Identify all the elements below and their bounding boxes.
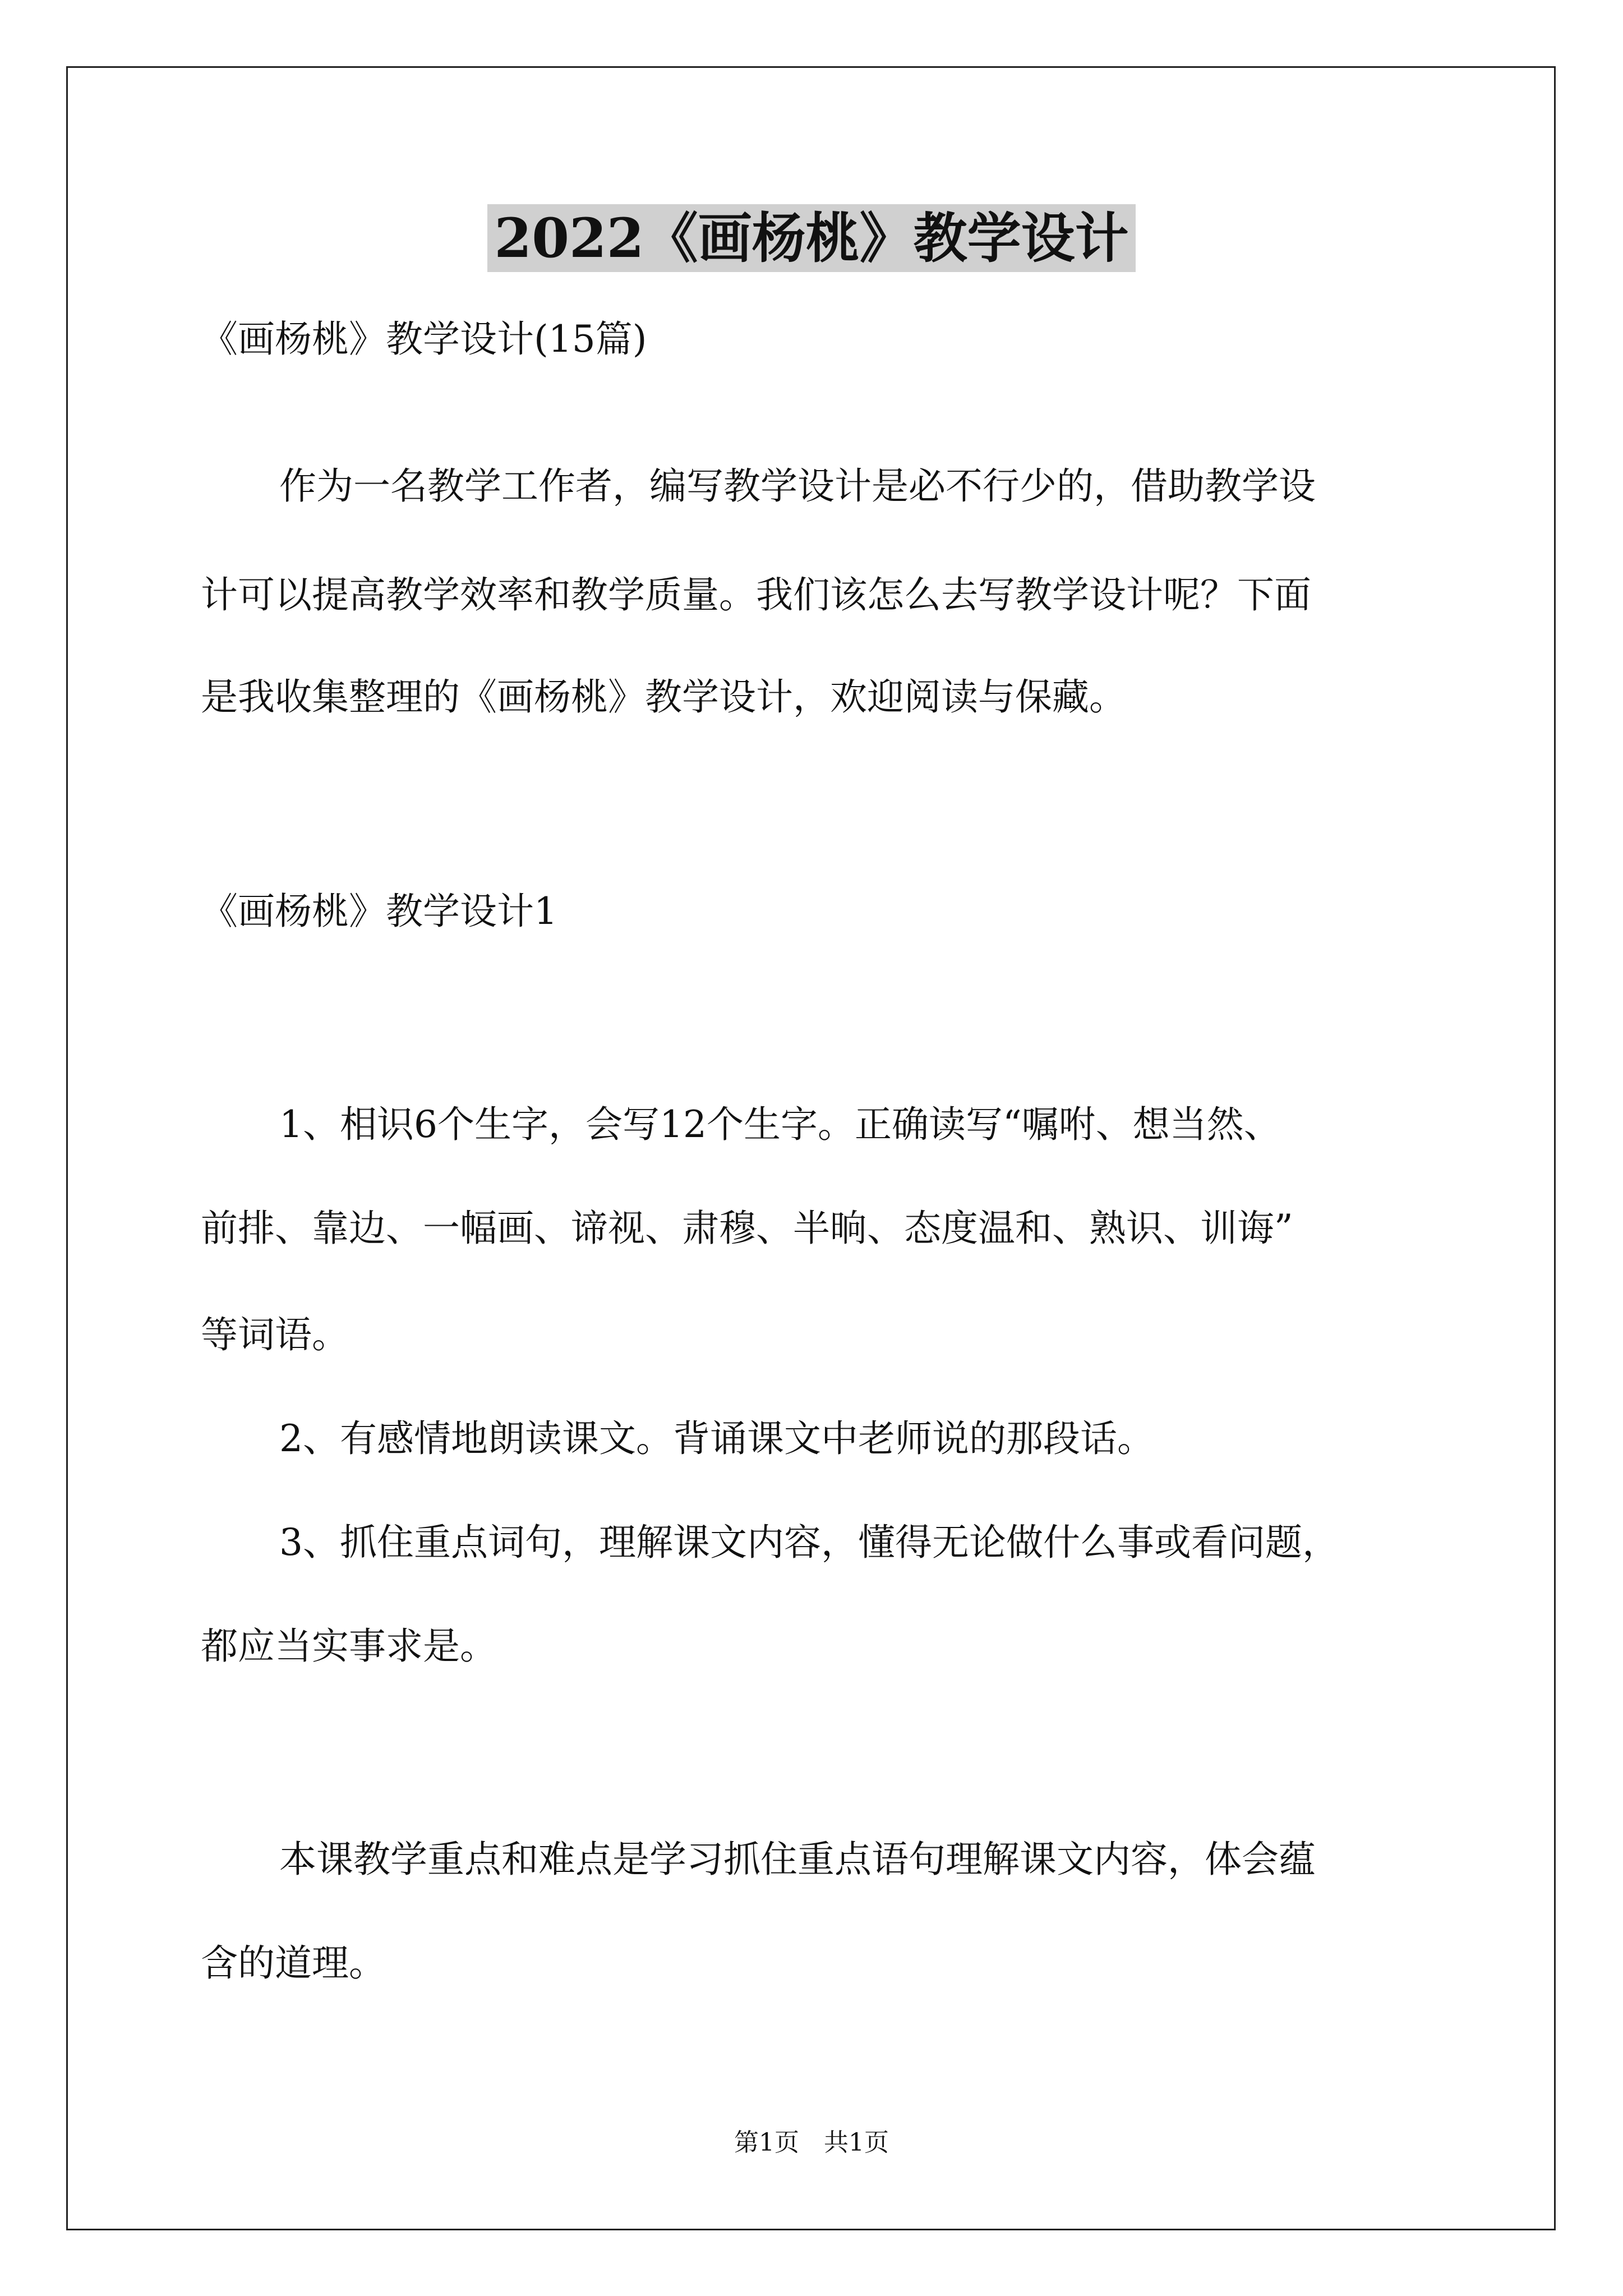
objective-line: 都应当实事求是。 [201, 1625, 497, 1668]
objective-line: 1、相识6个生字，会写12个生字。正确读写“嘱咐、想当然、 [279, 1103, 1281, 1146]
document-title-text: 2022《画杨桃》教学设计 [487, 204, 1135, 272]
objective-line: 前排、靠边、一幅画、谛视、肃穆、半晌、态度温和、熟识、训诲” [201, 1207, 1293, 1250]
section-heading: 《画杨桃》教学设计1 [201, 890, 557, 933]
objective-line: 等词语。 [201, 1313, 349, 1356]
intro-line: 是我收集整理的《画杨桃》教学设计，欢迎阅读与保藏。 [201, 675, 1126, 719]
focus-line: 含的道理。 [201, 1941, 386, 1985]
document-subtitle: 《画杨桃》教学设计(15篇) [201, 318, 647, 361]
intro-line: 计可以提高教学效率和教学质量。我们该怎么去写教学设计呢？下面 [201, 573, 1311, 616]
focus-line: 本课教学重点和难点是学习抓住重点语句理解课文内容，体会蕴 [279, 1838, 1316, 1881]
objective-line: 3、抓住重点词句，理解课文内容，懂得无论做什么事或看问题， [279, 1521, 1339, 1564]
page-footer: 第1页 共1页 [734, 2128, 889, 2157]
document-title [0, 202, 1623, 275]
objective-line: 2、有感情地朗读课文。背诵课文中老师说的那段话。 [279, 1417, 1154, 1460]
intro-line: 作为一名教学工作者，编写教学设计是必不行少的，借助教学设 [279, 464, 1316, 508]
